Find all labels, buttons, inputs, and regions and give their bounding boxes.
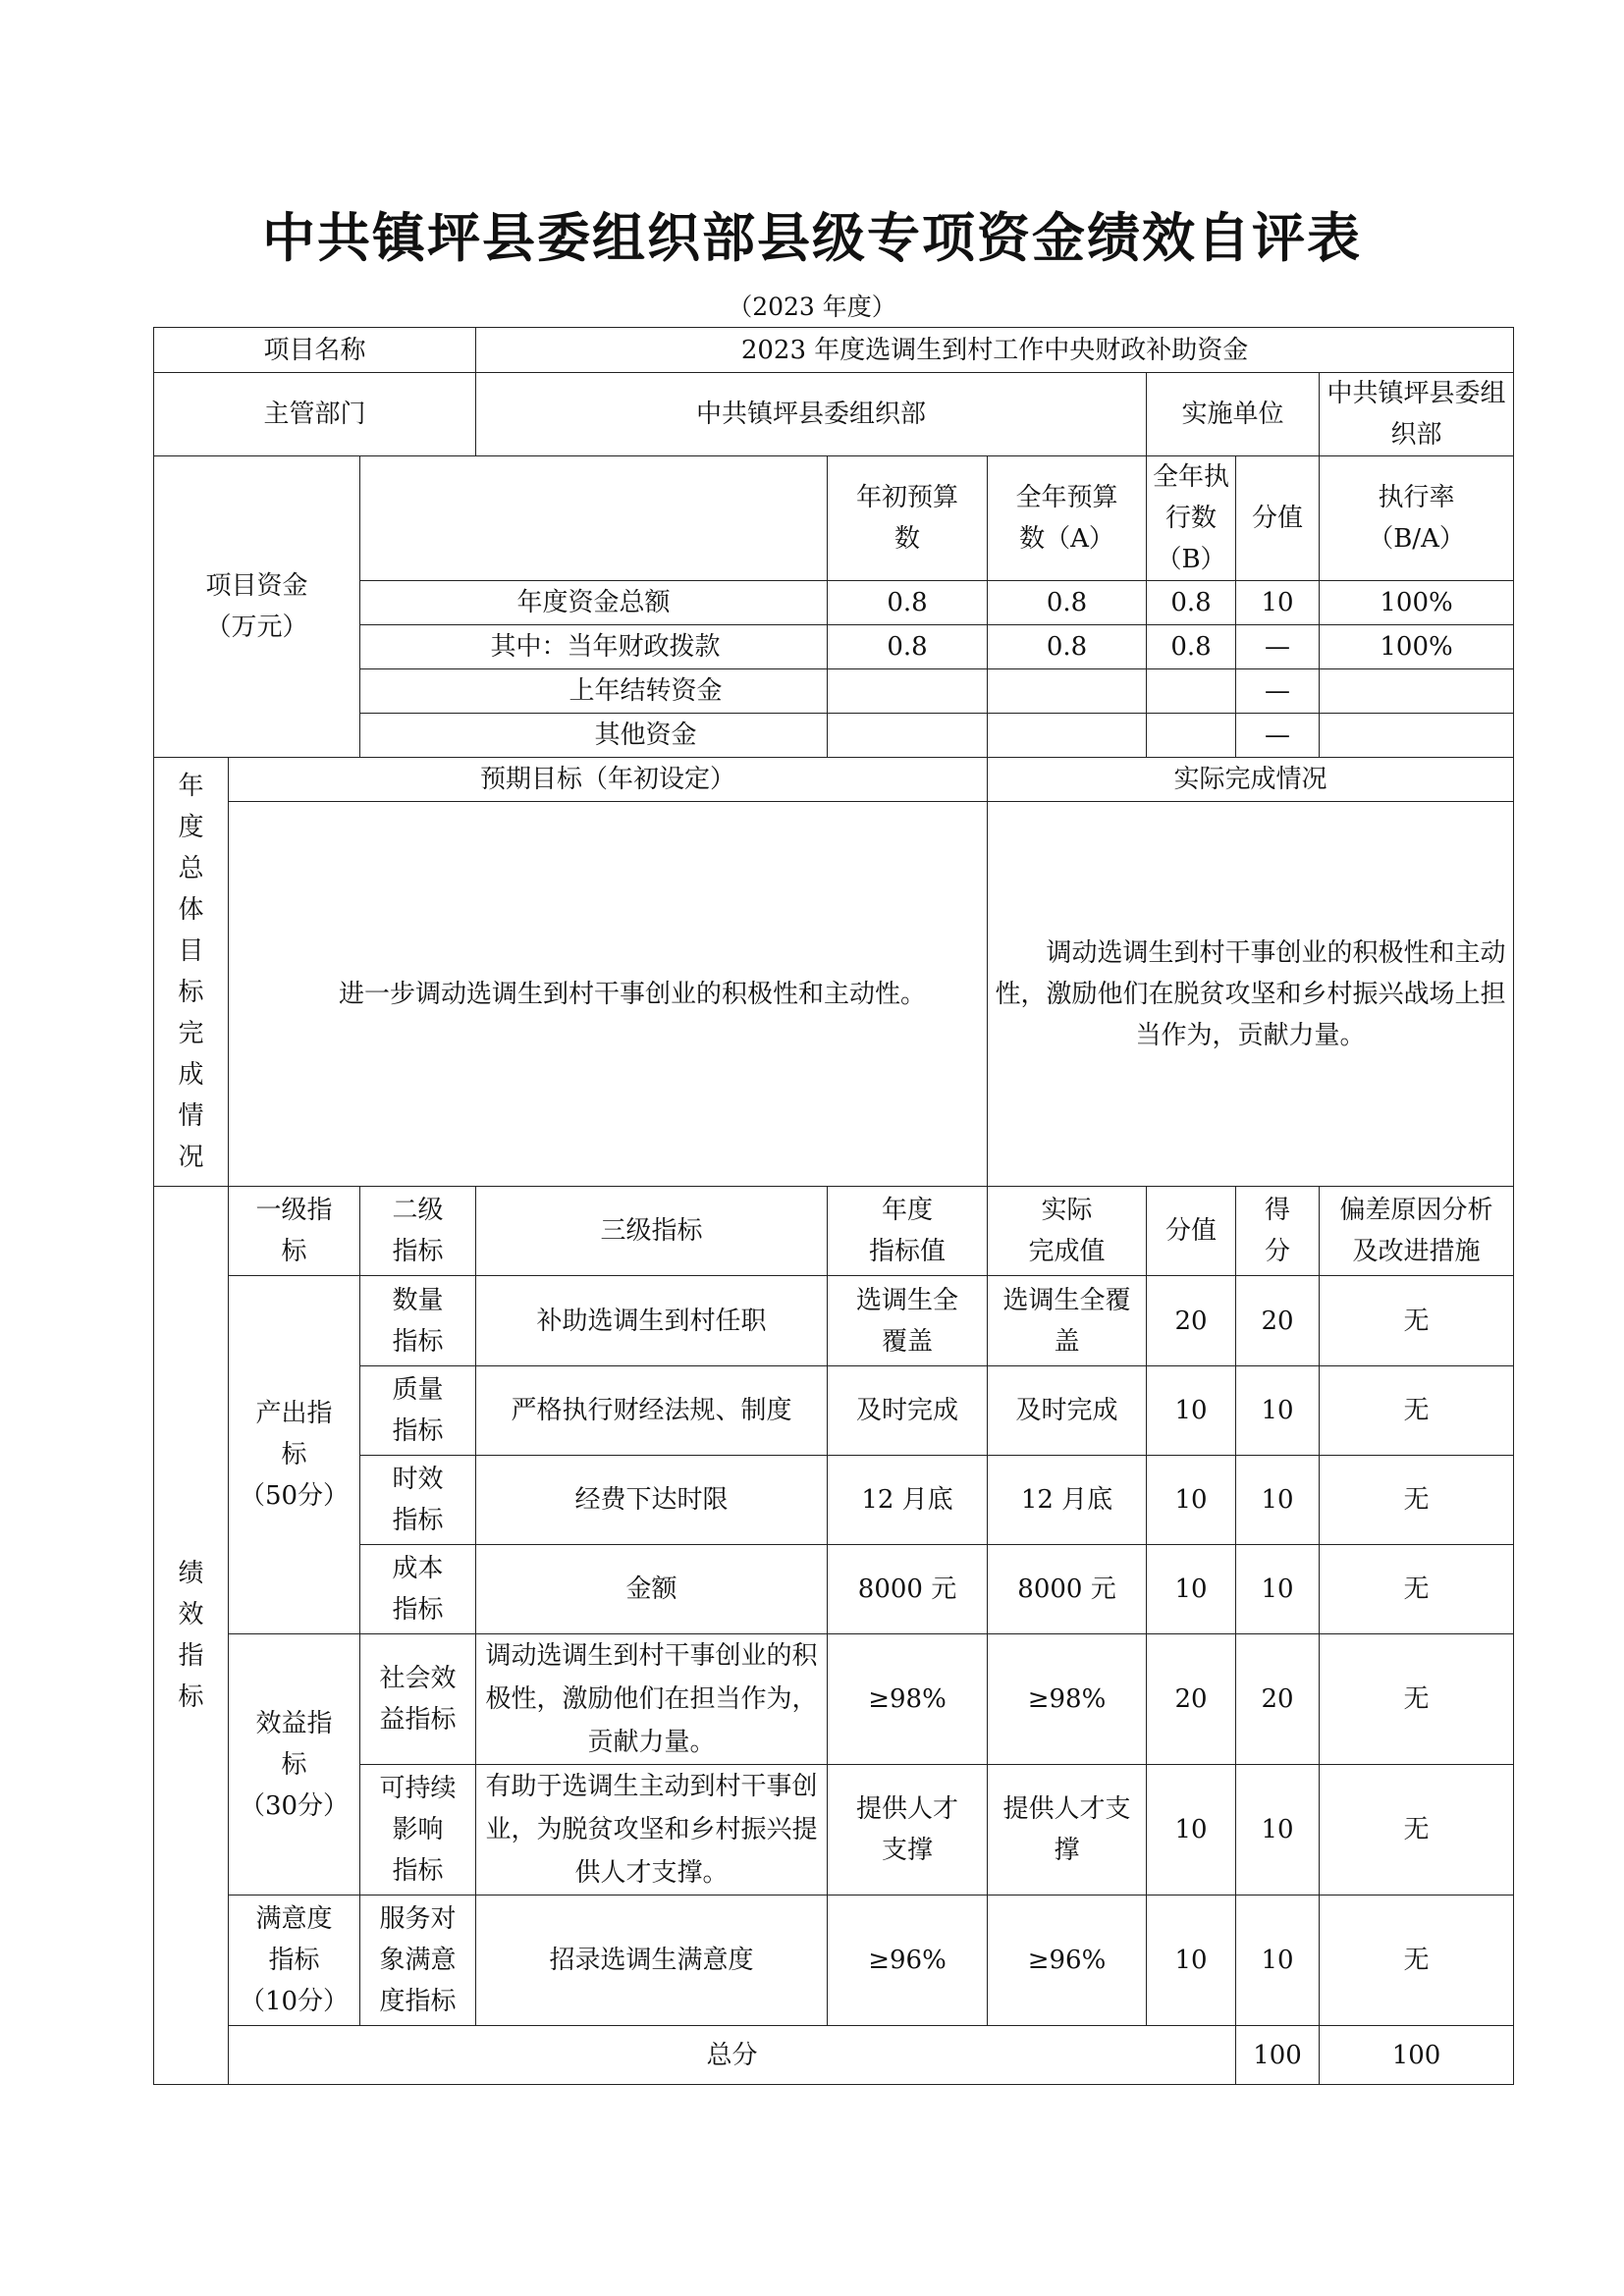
value-cell: 10 bbox=[1147, 1765, 1236, 1896]
funds-row-label: 其他资金 bbox=[360, 714, 828, 758]
value-cell: 10 bbox=[1147, 1896, 1236, 2026]
header-deviation: 偏差原因分析 及改进措施 bbox=[1320, 1187, 1514, 1276]
funds-full: 0.8 bbox=[988, 581, 1147, 625]
actual-completion-text: 调动选调生到村干事创业的积极性和主动性，激励他们在脱贫攻坚和乡村振兴战场上担当作为，贡献力量。 bbox=[988, 802, 1514, 1187]
expected-goal-text: 进一步调动选调生到村干事创业的积极性和主动性。 bbox=[229, 802, 988, 1187]
funds-init: 0.8 bbox=[828, 581, 988, 625]
target-cell: 12 月底 bbox=[828, 1456, 988, 1545]
header-value: 分值 bbox=[1147, 1187, 1236, 1276]
header-level3: 三级指标 bbox=[476, 1187, 828, 1276]
score-cell: 10 bbox=[1236, 1765, 1320, 1896]
actual-cell: 8000 元 bbox=[988, 1545, 1147, 1634]
indicator-header-row bbox=[154, 1187, 1514, 1276]
target-cell: 及时完成 bbox=[828, 1366, 988, 1456]
project-name-label: 项目名称 bbox=[154, 328, 476, 373]
dept-label: 主管部门 bbox=[154, 373, 476, 456]
target-cell: ≥96% bbox=[828, 1896, 988, 2026]
project-name-value: 2023 年度选调生到村工作中央财政补助资金 bbox=[476, 328, 1514, 373]
total-label: 总分 bbox=[229, 2026, 1236, 2085]
funds-rate bbox=[1320, 714, 1514, 758]
level3-cell: 经费下达时限 bbox=[476, 1456, 828, 1545]
score-cell: 10 bbox=[1236, 1456, 1320, 1545]
funds-row-label: 其中：当年财政拨款 bbox=[360, 625, 828, 669]
indicator-row bbox=[154, 1634, 1514, 1765]
funds-header-blank bbox=[360, 456, 828, 581]
actual-cell: ≥96% bbox=[988, 1896, 1147, 2026]
project-name-row bbox=[154, 328, 1514, 373]
score-cell: 20 bbox=[1236, 1276, 1320, 1366]
deviation-cell: 无 bbox=[1320, 1545, 1514, 1634]
deviation-cell: 无 bbox=[1320, 1896, 1514, 2026]
indicator-row bbox=[154, 1896, 1514, 2026]
header-level1: 一级指 标 bbox=[229, 1187, 360, 1276]
header-score: 得 分 bbox=[1236, 1187, 1320, 1276]
level3-cell: 严格执行财经法规、制度 bbox=[476, 1366, 828, 1456]
impl-value: 中共镇坪县委组织部 bbox=[1320, 373, 1514, 456]
header-exec: 全年执行数 （B） bbox=[1147, 456, 1236, 581]
actual-cell: 及时完成 bbox=[988, 1366, 1147, 1456]
actual-cell: ≥98% bbox=[988, 1634, 1147, 1765]
level3-cell: 有助于选调生主动到村干事创业，为脱贫攻坚和乡村振兴提供人才支撑。 bbox=[476, 1765, 828, 1896]
indicator-side-label: 绩 效 指 标 bbox=[154, 1187, 229, 2085]
target-cell: 选调生全 覆盖 bbox=[828, 1276, 988, 1366]
funds-full: 0.8 bbox=[988, 625, 1147, 669]
deviation-cell: 无 bbox=[1320, 1765, 1514, 1896]
target-cell: 8000 元 bbox=[828, 1545, 988, 1634]
funds-exec: 0.8 bbox=[1147, 581, 1236, 625]
level2-cell: 质量 指标 bbox=[360, 1366, 476, 1456]
dept-value: 中共镇坪县委组织部 bbox=[476, 373, 1147, 456]
funds-init bbox=[828, 714, 988, 758]
level3-cell: 补助选调生到村任职 bbox=[476, 1276, 828, 1366]
level3-cell: 金额 bbox=[476, 1545, 828, 1634]
funds-init bbox=[828, 669, 988, 714]
value-cell: 10 bbox=[1147, 1456, 1236, 1545]
level3-cell: 调动选调生到村干事创业的积极性，激励他们在担当作为，贡献力量。 bbox=[476, 1634, 828, 1765]
level2-cell: 数量 指标 bbox=[360, 1276, 476, 1366]
target-cell: ≥98% bbox=[828, 1634, 988, 1765]
actual-completion-header: 实际完成情况 bbox=[988, 758, 1514, 802]
year-note: （2023 年度） bbox=[728, 293, 896, 321]
department-row bbox=[154, 373, 1514, 456]
performance-table bbox=[153, 327, 1514, 2085]
header-target: 年度 指标值 bbox=[828, 1187, 988, 1276]
value-cell: 20 bbox=[1147, 1276, 1236, 1366]
actual-cell: 选调生全覆 盖 bbox=[988, 1276, 1147, 1366]
funds-rate bbox=[1320, 669, 1514, 714]
impl-label: 实施单位 bbox=[1147, 373, 1320, 456]
funds-exec bbox=[1147, 669, 1236, 714]
goals-header-row bbox=[154, 758, 1514, 802]
actual-cell: 12 月底 bbox=[988, 1456, 1147, 1545]
level3-cell: 招录选调生满意度 bbox=[476, 1896, 828, 2026]
level2-cell: 可持续 影响 指标 bbox=[360, 1765, 476, 1896]
funds-exec: 0.8 bbox=[1147, 625, 1236, 669]
deviation-cell: 无 bbox=[1320, 1366, 1514, 1456]
header-rate: 执行率 （B/A） bbox=[1320, 456, 1514, 581]
score-cell: 10 bbox=[1236, 1896, 1320, 2026]
page-title: 中共镇坪县委组织部县级专项资金绩效自评表 bbox=[262, 206, 1362, 269]
funds-value: — bbox=[1236, 669, 1320, 714]
funds-full bbox=[988, 714, 1147, 758]
funds-row-label: 上年结转资金 bbox=[360, 669, 828, 714]
actual-cell: 提供人才支 撑 bbox=[988, 1765, 1147, 1896]
total-row bbox=[154, 2026, 1514, 2085]
value-cell: 10 bbox=[1147, 1366, 1236, 1456]
funds-rate: 100% bbox=[1320, 625, 1514, 669]
funds-row-label: 年度资金总额 bbox=[360, 581, 828, 625]
score-cell: 20 bbox=[1236, 1634, 1320, 1765]
header-init-budget: 年初预算 数 bbox=[828, 456, 988, 581]
funds-value: 10 bbox=[1236, 581, 1320, 625]
total-value: 100 bbox=[1236, 2026, 1320, 2085]
header-full-budget: 全年预算 数（A） bbox=[988, 456, 1147, 581]
header-score-value: 分值 bbox=[1236, 456, 1320, 581]
group-benefit: 效益指 标 （30分） bbox=[229, 1634, 360, 1896]
value-cell: 10 bbox=[1147, 1545, 1236, 1634]
score-cell: 10 bbox=[1236, 1366, 1320, 1456]
funds-init: 0.8 bbox=[828, 625, 988, 669]
indicator-row bbox=[154, 1276, 1514, 1366]
goals-content-row bbox=[154, 802, 1514, 1187]
level2-cell: 社会效 益指标 bbox=[360, 1634, 476, 1765]
level2-cell: 服务对 象满意 度指标 bbox=[360, 1896, 476, 2026]
score-cell: 10 bbox=[1236, 1545, 1320, 1634]
funds-value: — bbox=[1236, 714, 1320, 758]
value-cell: 20 bbox=[1147, 1634, 1236, 1765]
header-actual: 实际 完成值 bbox=[988, 1187, 1147, 1276]
level2-cell: 成本 指标 bbox=[360, 1545, 476, 1634]
expected-goal-header: 预期目标（年初设定） bbox=[229, 758, 988, 802]
funds-header-row bbox=[154, 456, 1514, 581]
group-output: 产出指 标 （50分） bbox=[229, 1276, 360, 1634]
funds-full bbox=[988, 669, 1147, 714]
deviation-cell: 无 bbox=[1320, 1634, 1514, 1765]
funds-label: 项目资金 （万元） bbox=[154, 456, 360, 758]
funds-value: — bbox=[1236, 625, 1320, 669]
deviation-cell: 无 bbox=[1320, 1456, 1514, 1545]
level2-cell: 时效 指标 bbox=[360, 1456, 476, 1545]
group-satisfaction: 满意度 指标 （10分） bbox=[229, 1896, 360, 2026]
deviation-cell: 无 bbox=[1320, 1276, 1514, 1366]
funds-rate: 100% bbox=[1320, 581, 1514, 625]
target-cell: 提供人才 支撑 bbox=[828, 1765, 988, 1896]
goals-side-label: 年 度 总 体 目 标 完 成 情 况 bbox=[154, 758, 229, 1187]
header-level2: 二级 指标 bbox=[360, 1187, 476, 1276]
total-score: 100 bbox=[1320, 2026, 1514, 2085]
funds-exec bbox=[1147, 714, 1236, 758]
